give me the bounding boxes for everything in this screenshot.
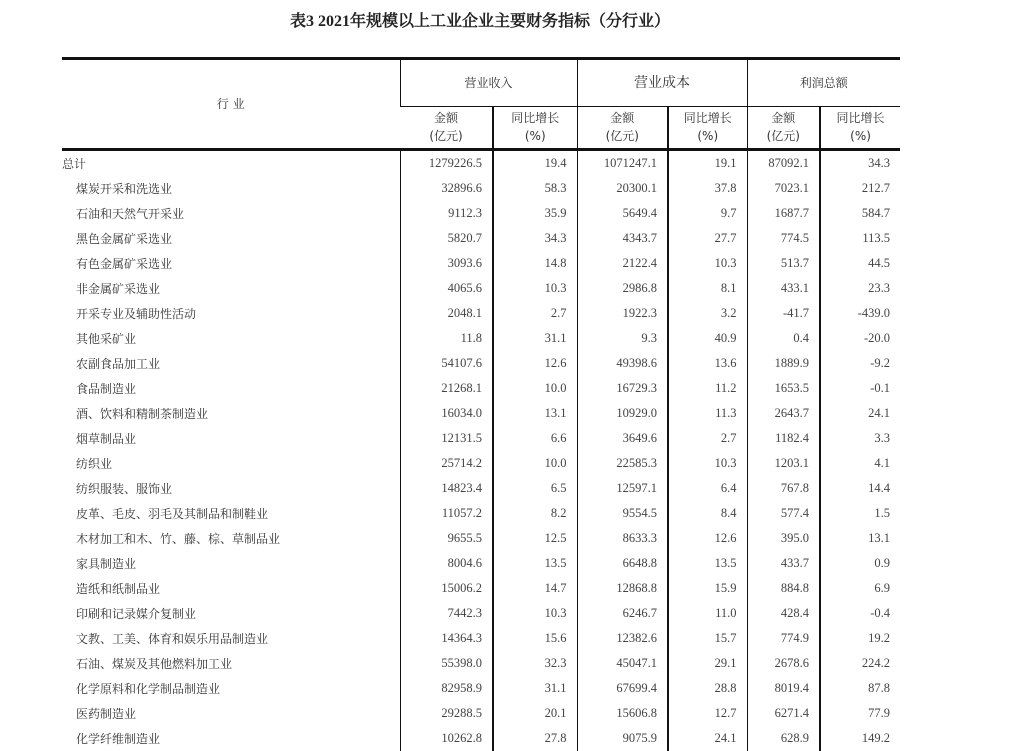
profit-growth-cell: 24.1 — [820, 401, 900, 426]
cost-amount-header — [577, 107, 668, 150]
profit-growth-header — [820, 107, 900, 150]
industry-name: 非金属矿采选业 — [76, 282, 161, 296]
column-unit: (%) — [697, 129, 719, 143]
revenue-growth-cell: 8.2 — [493, 501, 577, 526]
industry-name: 石油、煤炭及其他燃料加工业 — [76, 657, 233, 671]
column-unit: (%) — [524, 129, 546, 143]
table-row — [62, 376, 900, 401]
cost-growth-cell: 8.4 — [668, 501, 747, 526]
profit-growth-cell: 19.2 — [820, 626, 900, 651]
table-row — [62, 251, 900, 276]
table-row — [62, 326, 900, 351]
profit-growth-cell: -20.0 — [820, 326, 900, 351]
revenue-growth-cell: 31.1 — [493, 676, 577, 701]
profit-growth-cell: 113.5 — [820, 226, 900, 251]
industry-name: 医药制造业 — [76, 707, 137, 721]
cost-growth-cell: 12.6 — [668, 526, 747, 551]
cost-amount-cell: 1071247.1 — [577, 150, 668, 177]
cost-growth-cell: 8.1 — [668, 276, 747, 301]
industry-name: 煤炭开采和洗选业 — [76, 182, 173, 196]
profit-growth-cell: 149.2 — [820, 726, 900, 751]
table-row — [62, 551, 900, 576]
profit-amount-cell: 767.8 — [747, 476, 820, 501]
revenue-growth-cell: 14.7 — [493, 576, 577, 601]
profit-amount-cell: 1653.5 — [747, 376, 820, 401]
industry-name: 总计 — [62, 157, 87, 171]
profit-growth-cell: 3.3 — [820, 426, 900, 451]
revenue-amount-cell: 11057.2 — [400, 501, 493, 526]
table-row — [62, 150, 900, 177]
table-row — [62, 626, 900, 651]
profit-amount-cell: 6271.4 — [747, 701, 820, 726]
cost-amount-cell: 49398.6 — [577, 351, 668, 376]
cost-amount-cell: 9554.5 — [577, 501, 668, 526]
cost-growth-cell: 10.3 — [668, 451, 747, 476]
profit-amount-header — [747, 107, 820, 150]
profit-growth-cell: 0.9 — [820, 551, 900, 576]
revenue-growth-cell: 14.8 — [493, 251, 577, 276]
revenue-amount-cell: 54107.6 — [400, 351, 493, 376]
table-row — [62, 226, 900, 251]
revenue-amount-header — [400, 107, 493, 150]
revenue-amount-cell: 1279226.5 — [400, 150, 493, 177]
revenue-growth-cell: 34.3 — [493, 226, 577, 251]
table-row — [62, 676, 900, 701]
revenue-amount-cell: 16034.0 — [400, 401, 493, 426]
column-label: 同比增长 — [683, 111, 732, 125]
profit-growth-cell: -9.2 — [820, 351, 900, 376]
profit-amount-cell: 628.9 — [747, 726, 820, 751]
cost-growth-header — [668, 107, 747, 150]
revenue-growth-cell: 10.0 — [493, 451, 577, 476]
profit-amount-cell: 1687.7 — [747, 201, 820, 226]
table-row — [62, 501, 900, 526]
revenue-amount-cell: 14364.3 — [400, 626, 493, 651]
profit-growth-cell: 13.1 — [820, 526, 900, 551]
cost-growth-cell: 15.7 — [668, 626, 747, 651]
revenue-growth-cell: 19.4 — [493, 150, 577, 177]
cost-amount-cell: 67699.4 — [577, 676, 668, 701]
revenue-growth-cell: 12.6 — [493, 351, 577, 376]
revenue-amount-cell: 11.8 — [400, 326, 493, 351]
table-title: 表3 2021年规模以上工业企业主要财务指标（分行业） — [289, 13, 670, 30]
cost-growth-cell: 29.1 — [668, 651, 747, 676]
industry-name: 农副食品加工业 — [76, 357, 161, 371]
cost-growth-cell: 6.4 — [668, 476, 747, 501]
profit-growth-cell: 584.7 — [820, 201, 900, 226]
industry-name: 纺织业 — [76, 457, 113, 471]
profit-amount-cell: 774.9 — [747, 626, 820, 651]
table-row — [62, 351, 900, 376]
revenue-amount-cell: 29288.5 — [400, 701, 493, 726]
revenue-amount-cell: 3093.6 — [400, 251, 493, 276]
cost-growth-cell: 10.3 — [668, 251, 747, 276]
column-unit: (亿元) — [766, 129, 800, 143]
profit-amount-cell: 433.1 — [747, 276, 820, 301]
revenue-growth-cell: 10.3 — [493, 601, 577, 626]
column-label: 金额 — [433, 111, 458, 125]
revenue-growth-cell: 35.9 — [493, 201, 577, 226]
cost-amount-cell: 6648.8 — [577, 551, 668, 576]
revenue-growth-cell: 13.5 — [493, 551, 577, 576]
profit-amount-cell: 1182.4 — [747, 426, 820, 451]
cost-amount-cell: 2122.4 — [577, 251, 668, 276]
revenue-growth-cell: 6.5 — [493, 476, 577, 501]
profit-amount-cell: 428.4 — [747, 601, 820, 626]
revenue-growth-cell: 6.6 — [493, 426, 577, 451]
profit-growth-cell: 23.3 — [820, 276, 900, 301]
cost-amount-cell: 4343.7 — [577, 226, 668, 251]
cost-growth-cell: 27.7 — [668, 226, 747, 251]
industry-name: 黑色金属矿采选业 — [76, 232, 173, 246]
cost-amount-cell: 9.3 — [577, 326, 668, 351]
column-label: 金额 — [610, 111, 635, 125]
industry-header: 行 业 — [62, 59, 400, 150]
table-row — [62, 601, 900, 626]
revenue-growth-cell: 10.3 — [493, 276, 577, 301]
revenue-growth-cell: 20.1 — [493, 701, 577, 726]
profit-growth-cell: 44.5 — [820, 251, 900, 276]
profit-growth-cell: 34.3 — [820, 150, 900, 177]
profit-growth-cell: 87.8 — [820, 676, 900, 701]
cost-growth-cell: 13.6 — [668, 351, 747, 376]
table-row — [62, 451, 900, 476]
column-unit: (亿元) — [605, 129, 639, 143]
cost-amount-cell: 1922.3 — [577, 301, 668, 326]
profit-amount-cell: 2643.7 — [747, 401, 820, 426]
revenue-growth-cell: 58.3 — [493, 176, 577, 201]
revenue-amount-cell: 5820.7 — [400, 226, 493, 251]
industry-name: 木材加工和木、竹、藤、棕、草制品业 — [76, 532, 281, 546]
table-row — [62, 726, 900, 751]
table-row — [62, 176, 900, 201]
revenue-amount-cell: 4065.6 — [400, 276, 493, 301]
table-row — [62, 201, 900, 226]
cost-amount-cell: 20300.1 — [577, 176, 668, 201]
cost-growth-cell: 11.0 — [668, 601, 747, 626]
financial-indicators-table — [62, 57, 900, 751]
profit-amount-cell: 513.7 — [747, 251, 820, 276]
profit-amount-cell: 433.7 — [747, 551, 820, 576]
revenue-growth-cell: 2.7 — [493, 301, 577, 326]
table-row — [62, 651, 900, 676]
revenue-growth-cell: 15.6 — [493, 626, 577, 651]
industry-name: 开采专业及辅助性活动 — [76, 307, 197, 321]
industry-name: 食品制造业 — [76, 382, 137, 396]
revenue-amount-cell: 9112.3 — [400, 201, 493, 226]
revenue-growth-header — [493, 107, 577, 150]
cost-growth-cell: 3.2 — [668, 301, 747, 326]
industry-name: 文教、工美、体育和娱乐用品制造业 — [76, 632, 269, 646]
profit-growth-cell: 212.7 — [820, 176, 900, 201]
industry-name: 纺织服装、服饰业 — [76, 482, 173, 496]
cost-amount-cell: 12382.6 — [577, 626, 668, 651]
profit-amount-cell: -41.7 — [747, 301, 820, 326]
revenue-amount-cell: 82958.9 — [400, 676, 493, 701]
cost-header: 营业成本 — [577, 59, 747, 107]
revenue-amount-cell: 8004.6 — [400, 551, 493, 576]
cost-amount-cell: 12868.8 — [577, 576, 668, 601]
profit-amount-cell: 395.0 — [747, 526, 820, 551]
cost-growth-cell: 2.7 — [668, 426, 747, 451]
cost-amount-cell: 5649.4 — [577, 201, 668, 226]
table-row — [62, 401, 900, 426]
cost-amount-cell: 12597.1 — [577, 476, 668, 501]
profit-amount-cell: 774.5 — [747, 226, 820, 251]
industry-name: 化学纤维制造业 — [76, 732, 161, 746]
cost-amount-cell: 3649.6 — [577, 426, 668, 451]
revenue-amount-cell: 15006.2 — [400, 576, 493, 601]
industry-name: 造纸和纸制品业 — [76, 582, 161, 596]
industry-name: 有色金属矿采选业 — [76, 257, 173, 271]
cost-growth-cell: 11.3 — [668, 401, 747, 426]
revenue-growth-cell: 31.1 — [493, 326, 577, 351]
revenue-amount-cell: 14823.4 — [400, 476, 493, 501]
profit-amount-cell: 8019.4 — [747, 676, 820, 701]
industry-name: 其他采矿业 — [76, 332, 137, 346]
revenue-amount-cell: 25714.2 — [400, 451, 493, 476]
cost-amount-cell: 6246.7 — [577, 601, 668, 626]
revenue-growth-cell: 13.1 — [493, 401, 577, 426]
cost-amount-cell: 22585.3 — [577, 451, 668, 476]
column-label: 同比增长 — [511, 111, 560, 125]
cost-growth-cell: 24.1 — [668, 726, 747, 751]
revenue-amount-cell: 2048.1 — [400, 301, 493, 326]
cost-amount-cell: 2986.8 — [577, 276, 668, 301]
column-unit: (%) — [850, 129, 871, 143]
industry-name: 化学原料和化学制品制造业 — [76, 682, 221, 696]
table-row — [62, 476, 900, 501]
industry-name: 酒、饮料和精制茶制造业 — [76, 407, 209, 421]
profit-growth-cell: 6.9 — [820, 576, 900, 601]
column-label: 金额 — [771, 111, 796, 125]
cost-amount-cell: 16729.3 — [577, 376, 668, 401]
profit-growth-cell: -0.4 — [820, 601, 900, 626]
table-row — [62, 701, 900, 726]
revenue-amount-cell: 32896.6 — [400, 176, 493, 201]
industry-name: 家具制造业 — [76, 557, 137, 571]
cost-amount-cell: 10929.0 — [577, 401, 668, 426]
revenue-growth-cell: 10.0 — [493, 376, 577, 401]
table-row — [62, 426, 900, 451]
profit-amount-cell: 1889.9 — [747, 351, 820, 376]
profit-growth-cell: 224.2 — [820, 651, 900, 676]
profit-growth-cell: 14.4 — [820, 476, 900, 501]
industry-name: 印刷和记录媒介复制业 — [76, 607, 197, 621]
revenue-amount-cell: 9655.5 — [400, 526, 493, 551]
profit-amount-cell: 7023.1 — [747, 176, 820, 201]
profit-amount-cell: 884.8 — [747, 576, 820, 601]
cost-amount-cell: 45047.1 — [577, 651, 668, 676]
column-unit: (亿元) — [429, 129, 463, 143]
revenue-amount-cell: 12131.5 — [400, 426, 493, 451]
cost-amount-cell: 15606.8 — [577, 701, 668, 726]
cost-growth-cell: 15.9 — [668, 576, 747, 601]
cost-growth-cell: 12.7 — [668, 701, 747, 726]
table-row — [62, 526, 900, 551]
column-label: 同比增长 — [836, 111, 885, 125]
cost-growth-cell: 37.8 — [668, 176, 747, 201]
table-row — [62, 276, 900, 301]
cost-growth-cell: 28.8 — [668, 676, 747, 701]
cost-growth-cell: 11.2 — [668, 376, 747, 401]
table-row — [62, 301, 900, 326]
cost-amount-cell: 8633.3 — [577, 526, 668, 551]
profit-header: 利润总额 — [747, 59, 900, 107]
cost-amount-cell: 9075.9 — [577, 726, 668, 751]
profit-amount-cell: 0.4 — [747, 326, 820, 351]
profit-growth-cell: 4.1 — [820, 451, 900, 476]
profit-amount-cell: 1203.1 — [747, 451, 820, 476]
cost-growth-cell: 19.1 — [668, 150, 747, 177]
revenue-amount-cell: 10262.8 — [400, 726, 493, 751]
revenue-amount-cell: 55398.0 — [400, 651, 493, 676]
profit-amount-cell: 2678.6 — [747, 651, 820, 676]
profit-growth-cell: 77.9 — [820, 701, 900, 726]
profit-growth-cell: -439.0 — [820, 301, 900, 326]
revenue-growth-cell: 12.5 — [493, 526, 577, 551]
table-row — [62, 576, 900, 601]
cost-growth-cell: 40.9 — [668, 326, 747, 351]
industry-name: 石油和天然气开采业 — [76, 207, 185, 221]
revenue-growth-cell: 27.8 — [493, 726, 577, 751]
profit-amount-cell: 87092.1 — [747, 150, 820, 177]
profit-growth-cell: -0.1 — [820, 376, 900, 401]
profit-amount-cell: 577.4 — [747, 501, 820, 526]
revenue-header: 营业收入 — [400, 59, 577, 107]
revenue-amount-cell: 7442.3 — [400, 601, 493, 626]
revenue-amount-cell: 21268.1 — [400, 376, 493, 401]
cost-growth-cell: 9.7 — [668, 201, 747, 226]
cost-growth-cell: 13.5 — [668, 551, 747, 576]
revenue-growth-cell: 32.3 — [493, 651, 577, 676]
industry-name: 烟草制品业 — [76, 432, 137, 446]
industry-name: 皮革、毛皮、羽毛及其制品和制鞋业 — [76, 507, 269, 521]
profit-growth-cell: 1.5 — [820, 501, 900, 526]
